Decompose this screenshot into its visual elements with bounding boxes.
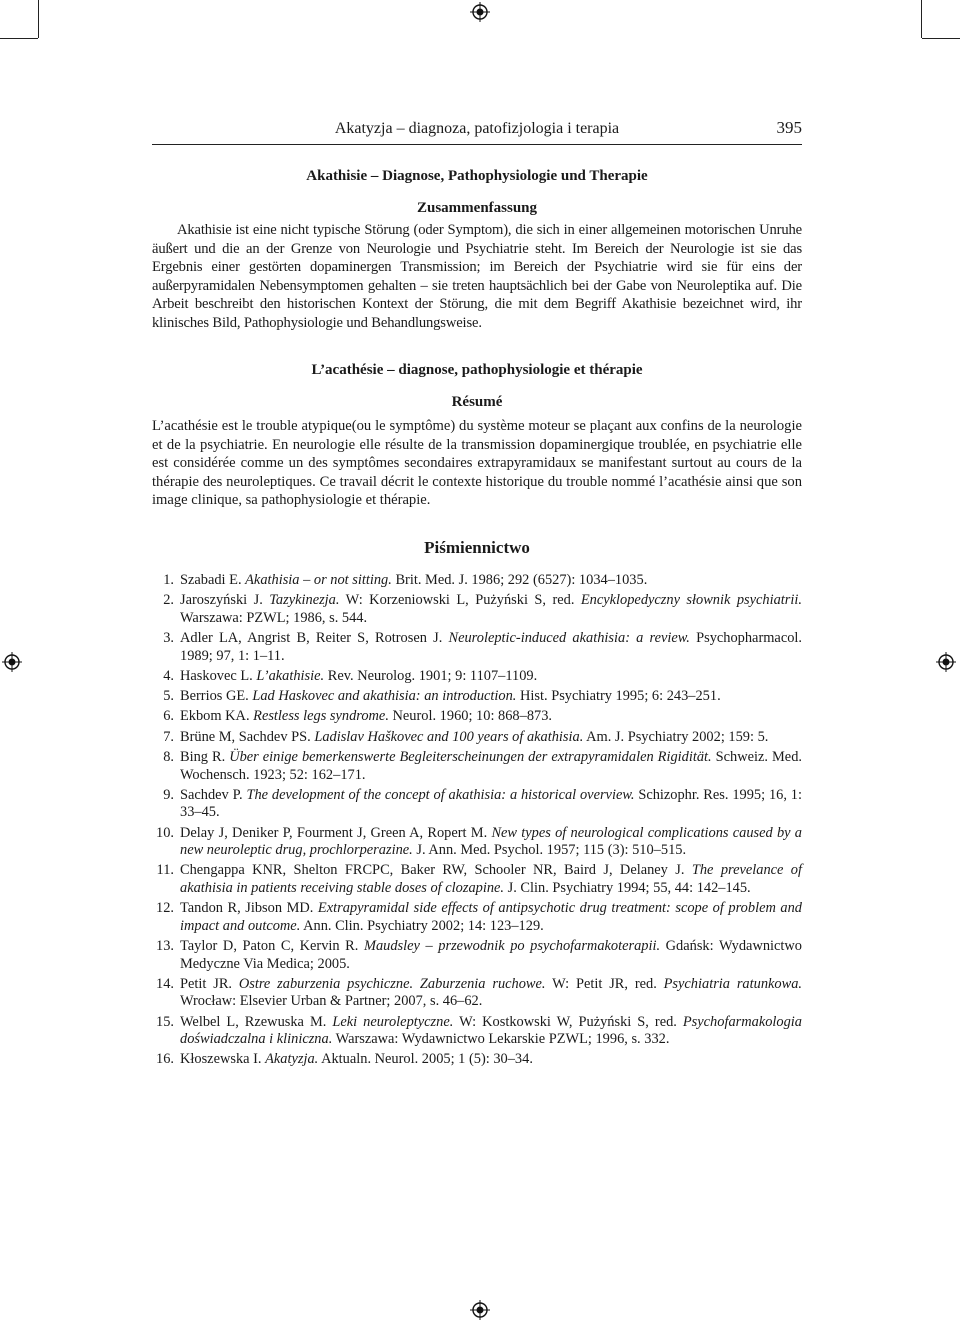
reference-text-part: Sachdev P.	[180, 786, 247, 803]
reference-item	[152, 825, 802, 860]
reference-number: 13 .	[148, 938, 174, 956]
reference-text-part: Warszawa: Wydawnictwo Lekarskie PZWL; 1996, s. 332.	[332, 1031, 670, 1048]
reference-text-part: Ann. Clin. Psychiatry 2002; 14: 123–129.	[300, 917, 544, 934]
running-title: Akatyzja – diagnoza, patofizjologia i terapia	[334, 120, 620, 137]
reference-text-part: Berrios GE.	[180, 688, 253, 705]
reference-text-part: Adler LA, Angrist B, Reiter S, Rotrosen J.	[180, 630, 449, 647]
crop-line-top-right	[922, 38, 960, 39]
reference-text	[180, 729, 802, 747]
registration-mark-icon	[2, 652, 22, 672]
reference-text-part: W: Korzeniowski L, Pużyński S, red.	[339, 592, 581, 609]
reference-number: 1 .	[148, 572, 174, 590]
references-section	[152, 538, 802, 1072]
reference-text-part: Ekbom KA.	[180, 708, 254, 725]
reference-text-part: Schweiz. Med. Wochensch. 1923; 52: 162–171.	[180, 749, 802, 783]
reference-title-italic: The prevelance of akathisia in patients receiving stable doses of clozapine.	[180, 862, 803, 896]
registration-mark-icon	[470, 2, 490, 22]
reference-item	[152, 787, 802, 822]
reference-number: 4 .	[148, 668, 174, 686]
reference-text-part: Szabadi E.	[180, 572, 246, 588]
reference-item	[152, 572, 802, 590]
reference-number: 9 .	[148, 787, 174, 805]
reference-text	[180, 825, 802, 860]
reference-item	[152, 1051, 802, 1069]
reference-text-part: Psychopharmacol. 1989; 97, 1: 1–11.	[180, 630, 802, 664]
reference-item	[152, 592, 802, 627]
reference-number: 10 .	[148, 825, 174, 843]
reference-item	[152, 749, 802, 784]
reference-text	[180, 862, 802, 897]
german-subtitle: Zusammenfassung	[416, 200, 538, 216]
reference-text	[180, 787, 802, 822]
reference-text	[180, 900, 802, 935]
reference-text-part: Tandon R, Jibson MD.	[180, 900, 318, 917]
reference-text	[180, 749, 802, 784]
reference-number: 3 .	[148, 630, 174, 648]
reference-item	[152, 938, 802, 973]
reference-text-part: Petit JR.	[180, 975, 239, 992]
reference-text-part: J. Ann. Med. Psychol. 1957; 115 (3): 510–515.	[412, 842, 687, 859]
reference-title-italic: Akathisia – or not sitting.	[245, 572, 392, 588]
reference-text-part: Aktualn. Neurol. 2005; 1 (5): 30–34.	[318, 1051, 533, 1068]
reference-title-italic: Über einige bemerkenswerte Begleiterscheinungen der extrapyramidalen Rigidität.	[229, 749, 712, 766]
reference-item	[152, 668, 802, 686]
reference-text-part: Delay J, Deniker P, Fourment J, Green A, Ropert M.	[180, 824, 492, 841]
references-title: Piśmiennictwo	[424, 538, 530, 557]
reference-text-part: Welbel L, Rzewuska M.	[180, 1013, 333, 1030]
german-abstract-text: Akathisie ist eine nicht typische Störung (oder Symptom), die sich in einer allgemeinen motorischen Unruhe äußert und die an der Grenze von Neurologie und Psychiatrie steht. Im Bereich der Neurologie ist sie das Ergebnis einer gestörten dopaminergen Transmission; im Bereich der Psychiatrie wird sie für eins der außerpyramidalen Nebensymptomen gehalten – sie treten hauptsächlich bei der Gabe von Neuroleptika auf. Die Arbeit beschreibt den historischen Kontext der Störung, die mit dem Begriff Akathisie bezeichnet wird, ihr klinisches Bild, Pathophysiologie und Behandlungsweise.	[152, 222, 802, 331]
reference-title-italic: New types of neurological complications caused by a new neuroleptic drug, prochlorperazine.	[180, 824, 802, 859]
reference-item	[152, 708, 802, 726]
german-title: Akathisie – Diagnose, Pathophysiologie und Therapie	[306, 168, 648, 184]
reference-text-part: Am. J. Psychiatry 2002; 159: 5.	[583, 728, 769, 745]
reference-title-italic: Akatyzja.	[265, 1051, 319, 1068]
reference-text-part: Taylor D, Paton C, Kervin R.	[180, 938, 364, 955]
reference-text-part: Kłoszewska I.	[180, 1051, 266, 1068]
reference-item	[152, 688, 802, 706]
reference-title-italic: Lad Haskovec and akathisia: an introduction.	[252, 688, 517, 705]
reference-title-italic: Restless legs syndrome.	[253, 708, 389, 725]
reference-title-italic: The development of the concept of akathisia: a historical overview.	[246, 786, 635, 803]
french-abstract-section	[152, 361, 802, 510]
reference-text-part: Neurol. 1960; 10: 868–873.	[388, 708, 553, 725]
reference-text	[180, 592, 802, 627]
reference-text	[180, 1051, 802, 1069]
reference-text-part: Bing R.	[180, 749, 230, 766]
reference-title-italic: Extrapyramidal side effects of antipsychotic drug treatment: scope of problem and impact and outcome.	[180, 900, 802, 934]
reference-item	[152, 1014, 802, 1049]
reference-title-italic: L’akathisie.	[256, 667, 325, 684]
reference-number: 7 .	[148, 729, 174, 747]
reference-text-part: W: Petit JR, red.	[545, 975, 664, 992]
reference-text-part: Brit. Med. J. 1986; 292 (6527): 1034–1035.	[391, 572, 648, 588]
reference-text-part: J. Clin. Psychiatry 1994; 55, 44: 142–145.	[504, 879, 751, 896]
reference-text	[180, 938, 802, 973]
reference-text-part: Hist. Psychiatry 1995; 6: 243–251.	[516, 688, 721, 705]
reference-text	[180, 572, 802, 590]
registration-mark-icon	[936, 652, 956, 672]
french-subtitle: Résumé	[451, 394, 503, 410]
reference-item	[152, 900, 802, 935]
reference-title-italic: Ladislav Haškovec and 100 years of akathisia.	[314, 728, 584, 745]
references-list	[152, 572, 802, 1069]
reference-item	[152, 729, 802, 747]
reference-title-italic: Tazykinezja.	[269, 592, 340, 609]
reference-item	[152, 630, 802, 665]
reference-number: 5 .	[148, 688, 174, 706]
reference-title-italic: Leki neuroleptyczne.	[332, 1013, 454, 1030]
reference-text-part: Rev. Neurolog. 1901; 9: 1107–1109.	[324, 667, 538, 684]
reference-text	[180, 668, 802, 686]
reference-text-part: Haskovec L.	[180, 667, 257, 684]
reference-text-part: Schizophr. Res. 1995; 16, 1: 33–45.	[180, 786, 802, 821]
crop-line-top-left-vertical	[38, 0, 39, 38]
reference-number: 14 .	[148, 976, 174, 994]
reference-text-part: Brüne M, Sachdev PS.	[180, 728, 315, 745]
reference-number: 6 .	[148, 708, 174, 726]
reference-text	[180, 1014, 802, 1049]
reference-text	[180, 688, 802, 706]
reference-number: 16 .	[148, 1051, 174, 1069]
reference-text	[180, 976, 802, 1011]
reference-title-italic: Neuroleptic-induced akathisia: a review.	[448, 630, 690, 647]
running-header	[152, 116, 802, 145]
reference-text-part: Gdańsk: Wydawnictwo Medyczne Via Medica; 2005.	[180, 938, 802, 972]
reference-number: 12 .	[148, 900, 174, 918]
reference-text-part: Warszawa: PZWL; 1986, s. 544.	[180, 609, 368, 626]
reference-number: 15 .	[148, 1014, 174, 1032]
reference-item	[152, 976, 802, 1011]
reference-title-italic: Psychofarmakologia doświadczalna i kliniczna.	[180, 1013, 802, 1048]
reference-text	[180, 708, 802, 726]
reference-title-italic: Ostre zaburzenia psychiczne. Zaburzenia ruchowe.	[238, 975, 546, 992]
reference-text-part: W: Kostkowski W, Pużyński S, red.	[453, 1013, 683, 1030]
reference-title-italic: Encyklopedyczny słownik psychiatrii.	[580, 592, 802, 609]
french-abstract-text: L’acathésie est le trouble atypique(ou le symptôme) du système moteur se plaçant aux confins de la neurologie et de la psychiatrie. En neurologie elle résulte de la transmission dopaminergique troublée, en psychiatrie elle est considérée comme un des symptômes secondaires extrapyramidaux se manifestant surtout au cours de la thérapie des neuroleptiques. Ce travail décrit le contexte historique du trouble nommé l’acathésie ainsi que son image clinique, sa pathophysiologie et thérapie.	[152, 418, 802, 509]
reference-title-italic: Maudsley – przewodnik po psychofarmakoterapii.	[363, 938, 661, 955]
reference-number: 11 .	[148, 862, 174, 880]
reference-title-italic: Psychiatria ratunkowa.	[663, 975, 802, 992]
registration-mark-icon	[470, 1300, 490, 1320]
reference-text-part: Wrocław: Elsevier Urban & Partner; 2007, s. 46–62.	[180, 993, 483, 1010]
page-number: 395	[776, 118, 802, 137]
reference-text-part: Chengappa KNR, Shelton FRCPC, Baker RW, Schooler NR, Baird J, Delaney J.	[180, 862, 692, 879]
reference-number: 2 .	[148, 592, 174, 610]
french-title: L’acathésie – diagnose, pathophysiologie et thérapie	[311, 362, 643, 378]
reference-text	[180, 630, 802, 665]
crop-line-top-left	[0, 38, 38, 39]
reference-number: 8 .	[148, 749, 174, 767]
crop-line-top-right-vertical	[921, 0, 922, 38]
reference-item	[152, 862, 802, 897]
reference-text-part: Jaroszyński J.	[180, 592, 270, 609]
german-abstract-section	[152, 167, 802, 333]
